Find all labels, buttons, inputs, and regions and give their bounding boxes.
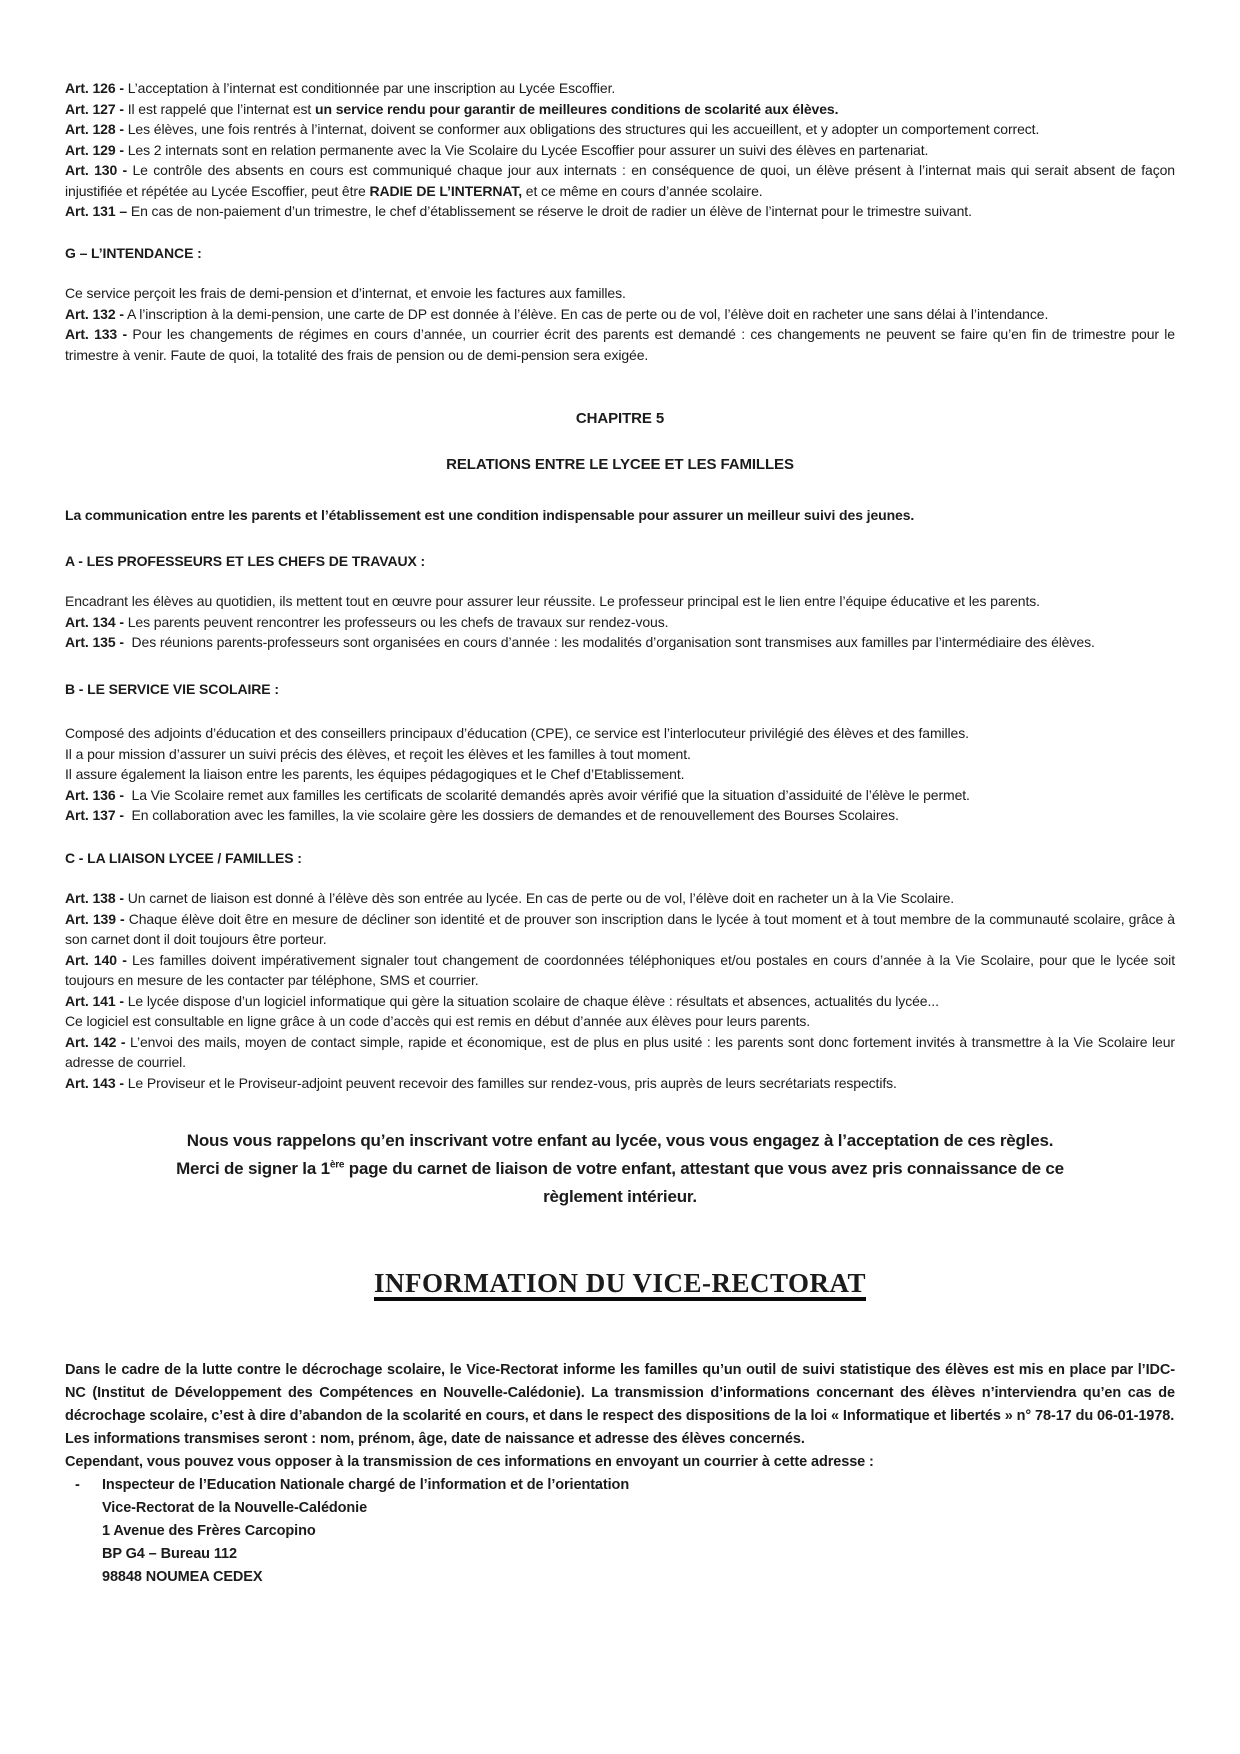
- reminder-line-1: Nous vous rappelons qu’en inscrivant votre enfant au lycée, vous vous engagez à l’acceptation de ces règles.: [186, 1131, 1054, 1150]
- article-130-label: Art. 130 -: [65, 162, 128, 178]
- article-129-label: Art. 129 -: [65, 141, 124, 158]
- article-139-label: Art. 139 -: [65, 910, 125, 927]
- intendance-intro: Ce service perçoit les frais de demi-pension et d’internat, et envoie les factures aux familles.: [65, 285, 626, 301]
- article-137-label: Art. 137 -: [65, 807, 124, 823]
- article-132: [65, 304, 1175, 325]
- section-b-line1: Composé des adjoints d’éducation et des conseillers principaux d’éducation (CPE), ce service est l’interlocuteur privilégié des élèves et des familles.: [65, 725, 969, 741]
- article-142: [65, 1032, 1175, 1073]
- article-136: [65, 785, 1175, 806]
- article-132-text: A l’inscription à la demi-pension, une carte de DP est donnée à l’élève. En cas de perte ou de vol, l’élève doit en racheter une sans délai à l’intendance.: [126, 305, 1049, 322]
- article-139: [65, 909, 1175, 950]
- section-b-line3: Il assure également la liaison entre les parents, les équipes pédagogiques et le Chef d’Etablissement.: [65, 766, 685, 782]
- article-137: [65, 805, 1175, 826]
- article-126-label: Art. 126 -: [65, 80, 124, 96]
- reminder-note: [65, 1127, 1175, 1211]
- article-142-label: Art. 142 -: [65, 1033, 126, 1050]
- article-134: [65, 612, 1175, 633]
- article-138: [65, 888, 1175, 909]
- article-128-text: Les élèves, une fois rentrés à l’internat, doivent se conformer aux obligations des structures qui les accueillent, et y adopter un comportement correct.: [127, 121, 1040, 137]
- article-134-label: Art. 134 -: [65, 613, 124, 630]
- article-142-text: L’envoi des mails, moyen de contact simple, rapide et économique, est de plus en plus usité : les parents sont donc fortement invités à transmettre à la Vie Scolaire leur adresse de courriel.: [65, 1033, 1175, 1070]
- article-133-label: Art. 133 -: [65, 326, 128, 342]
- article-127: [65, 99, 1175, 120]
- address-line-3: 1 Avenue des Frères Carcopino: [102, 1522, 316, 1539]
- article-130-tail: et ce même en cours d’année scolaire.: [525, 182, 763, 199]
- address-block: [65, 1474, 1175, 1589]
- article-140-text: Les familles doivent impérativement signaler tout changement de coordonnées téléphoniques et/ou postales en cours d’année à la Vie Scolaire, pour que le lycée soit toujours en mesure de les contacter par téléphone, SMS et courrier.: [65, 951, 1175, 988]
- article-141-continuation: Ce logiciel est consultable en ligne grâce à un code d’accès qui est remis en début d’année aux élèves pour leurs parents.: [65, 1013, 811, 1029]
- address-line-1-text: Inspecteur de l’Education Nationale chargé de l’information et de l’orientation: [102, 1476, 630, 1493]
- article-128-label: Art. 128 -: [65, 121, 124, 137]
- article-143: [65, 1073, 1175, 1094]
- section-b-line2: Il a pour mission d’assurer un suivi précis des élèves, et reçoit les élèves et les familles à tout moment.: [65, 745, 691, 762]
- address-line-2: Vice-Rectorat de la Nouvelle-Calédonie: [102, 1499, 368, 1516]
- article-131: [65, 201, 1175, 222]
- article-140-label: Art. 140 -: [65, 951, 127, 968]
- article-135: [65, 632, 1175, 653]
- article-127-label: Art. 127 -: [65, 100, 124, 117]
- article-135-label: Art. 135 -: [65, 634, 124, 650]
- vice-rectorat-paragraph-3: Cependant, vous pouvez vous opposer à la transmission de ces informations en envoyant un courrier à cette adresse :: [65, 1453, 874, 1470]
- article-128: [65, 119, 1175, 140]
- article-133: [65, 324, 1175, 365]
- heading-section-a: A - LES PROFESSEURS ET LES CHEFS DE TRAVAUX :: [65, 552, 426, 569]
- article-126-text: L’acceptation à l’internat est conditionnée par une inscription au Lycée Escoffier.: [127, 80, 616, 96]
- article-138-text: Un carnet de liaison est donné à l’élève dès son entrée au lycée. En cas de perte ou de vol, l’élève doit en racheter un à la Vie Scolaire.: [127, 890, 955, 906]
- reminder-line-3: règlement intérieur.: [543, 1187, 697, 1206]
- heading-intendance: G – L’INTENDANCE :: [65, 244, 202, 261]
- article-127-text: Il est rappelé que l’internat est: [127, 100, 312, 117]
- vice-rectorat-body: [65, 1359, 1175, 1589]
- article-141-label: Art. 141 -: [65, 992, 124, 1009]
- article-143-label: Art. 143 -: [65, 1074, 124, 1091]
- article-143-text: Le Proviseur et le Proviseur-adjoint peuvent recevoir des familles sur rendez-vous, pris auprès de leurs secrétariats respectifs.: [127, 1074, 897, 1091]
- article-131-label: Art. 131 –: [65, 203, 128, 219]
- article-139-text: Chaque élève doit être en mesure de décliner son identité et de prouver son inscription dans le lycée à tout moment et à tout membre de la communauté scolaire, grâce à son carnet dont il doit toujours être porteur.: [65, 910, 1175, 947]
- article-131-text: En cas de non-paiement d’un trimestre, le chef d’établissement se réserve le droit de radier un élève de l’internat pour le trimestre suivant.: [130, 203, 972, 219]
- vice-rectorat-paragraph-1: Dans le cadre de la lutte contre le décrochage scolaire, le Vice-Rectorat informe les familles qu’un outil de suivi statistique des élèves est mis en place par l’IDC-NC (Institut de Développement des Compétences en Nouvelle-Calédonie). La transmission d’informations concernant des élèves n’interviendra qu’en cas de décrochage scolaire, c’est à dire d’abandon de la scolarité en cours, et dans le respect des dispositions de la loi « Informatique et libertés » n° 78-17 du 06-01-1978.: [65, 1361, 1175, 1424]
- list-dash: -: [75, 1476, 80, 1493]
- article-140: [65, 950, 1175, 991]
- article-130-text: Le contrôle des absents en cours est communiqué chaque jour aux internats : en conséquence de quoi, un élève présent à l’internat mais qui serait absent de façon injustifiée et répétée au Lycée Escoffier, peut être: [65, 162, 1175, 199]
- vice-rectorat-title-wrap: [65, 1268, 1175, 1301]
- article-136-text: La Vie Scolaire remet aux familles les certificats de scolarité demandés après avoir vérifié que la situation d’assiduité de l’élève le permet.: [131, 786, 970, 803]
- reminder-line-2-pre: Merci de signer la 1: [176, 1159, 330, 1178]
- reminder-line-2-post: page du carnet de liaison de votre enfant, attestant que vous avez pris connaissance de ce: [344, 1159, 1064, 1178]
- address-line-5: 98848 NOUMEA CEDEX: [102, 1568, 263, 1585]
- chapter-5-intro: La communication entre les parents et l’établissement est une condition indispensable pour assurer un meilleur suivi des jeunes.: [65, 507, 915, 523]
- article-129-text: Les 2 internats sont en relation permanente avec la Vie Scolaire du Lycée Escoffier pour assurer un suivi des élèves en partenariat.: [127, 141, 929, 158]
- vice-rectorat-paragraph-2: Les informations transmises seront : nom, prénom, âge, date de naissance et adresse des élèves concernés.: [65, 1430, 805, 1447]
- article-133-text: Pour les changements de régimes en cours d’année, un courrier écrit des parents est demandé : ces changements ne peuvent se faire qu’en fin de trimestre pour le trimestre à venir. Faute de quoi, la totalité des frais de pension ou de demi-pension sera exigée.: [65, 326, 1175, 363]
- reminder-line-2-superscript: ère: [329, 1159, 345, 1171]
- article-132-label: Art. 132 -: [65, 305, 124, 322]
- vice-rectorat-title: INFORMATION DU VICE-RECTORAT: [374, 1273, 866, 1301]
- chapter-5-subtitle: RELATIONS ENTRE LE LYCEE ET LES FAMILLES: [446, 455, 794, 473]
- article-130: [65, 160, 1175, 201]
- article-134-text: Les parents peuvent rencontrer les professeurs ou les chefs de travaux sur rendez-vous.: [127, 613, 669, 630]
- reminder-line-2: [65, 1155, 1175, 1183]
- address-line-4: BP G4 – Bureau 112: [102, 1545, 237, 1562]
- article-130-bold-text: RADIE DE L’INTERNAT,: [369, 182, 522, 199]
- heading-section-c: C - LA LIAISON LYCEE / FAMILLES :: [65, 849, 302, 866]
- article-136-label: Art. 136 -: [65, 786, 124, 803]
- article-141-text: Le lycée dispose d’un logiciel informatique qui gère la situation scolaire de chaque élève : résultats et absences, actualités du lycée...: [127, 992, 939, 1009]
- article-129: [65, 140, 1175, 161]
- chapter-5-title: CHAPITRE 5: [575, 410, 665, 427]
- article-138-label: Art. 138 -: [65, 890, 124, 906]
- article-141: [65, 991, 1175, 1012]
- article-135-text: Des réunions parents-professeurs sont organisées en cours d’année : les modalités d’organisation sont transmises aux familles par l’intermédiaire des élèves.: [131, 634, 1095, 650]
- article-137-text: En collaboration avec les familles, la vie scolaire gère les dossiers de demandes et de renouvellement des Bourses Scolaires.: [131, 807, 899, 823]
- heading-section-b: B - LE SERVICE VIE SCOLAIRE :: [65, 680, 279, 697]
- section-a-intro: Encadrant les élèves au quotidien, ils mettent tout en œuvre pour assurer leur réussite. Le professeur principal est le lien entre l’équipe éducative et les parents.: [65, 593, 1040, 609]
- article-126: [65, 78, 1175, 99]
- article-127-bold-text: un service rendu pour garantir de meilleures conditions de scolarité aux élèves.: [315, 100, 839, 117]
- address-line-1: [65, 1474, 1175, 1497]
